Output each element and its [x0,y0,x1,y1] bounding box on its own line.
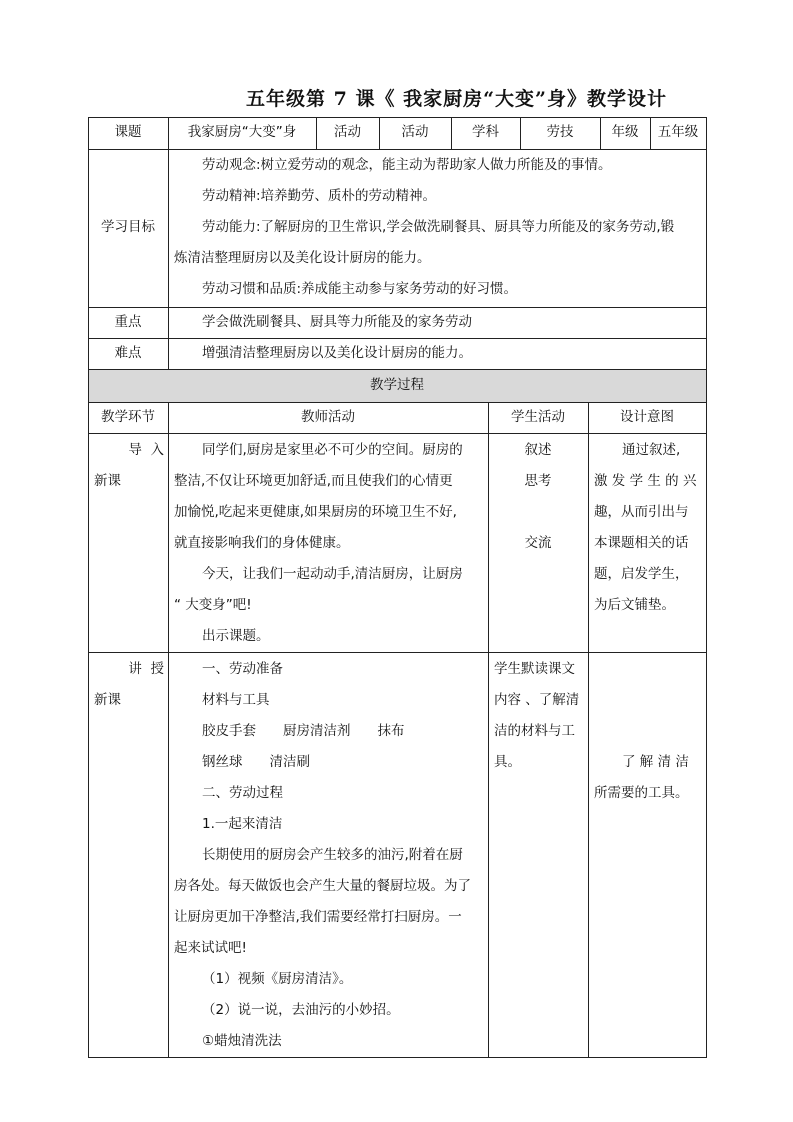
intro-teacher-activity [174,435,486,652]
key-point-text: 学会做洗刷餐具、厨具等力所能及的家务劳动 [202,314,472,330]
objectives-content [174,150,704,305]
stage-line: 导 入 [128,442,164,458]
table-rule [88,433,707,434]
column-header-stage: 教学环节 [101,409,155,425]
teacher-line: 钢丝球 清洁刷 [202,754,310,770]
intent-line: 通过叙述, [622,442,681,458]
table-rule [88,1057,707,1058]
difficulty-label: 难点 [114,345,142,361]
teacher-line: 二、劳动过程 [202,785,283,801]
lecture-stage [94,654,164,716]
column-header-teacher: 教师活动 [301,409,355,425]
teacher-line: 一、劳动准备 [202,661,283,677]
teacher-line: 同学们,厨房是家里必不可少的空间。厨房的 [202,442,463,458]
label-activity: 活动 [334,124,361,140]
teacher-line: 今天，让我们一起动动手,清洁厨房，让厨房 [202,566,463,582]
student-line [488,497,588,528]
student-line: 思考 [524,473,552,489]
student-line: 内容 、了解清 [494,692,580,708]
table-rule [706,117,707,1058]
page-title: 五年级第 7 课《 我家厨房“大变”身》教学设计 [246,88,667,110]
teacher-line: 起来试试吧! [174,940,247,956]
process-heading: 教学过程 [370,377,424,393]
objectives-label: 学习目标 [101,219,155,235]
intent-line: 了 解 清 洁 [622,754,689,770]
teacher-line: （2）说一说，去油污的小妙招。 [202,1002,400,1018]
topic-value: 我家厨房“大变”身 [187,124,297,140]
teacher-line: 房各处。每天做饭也会产生大量的餐厨垃圾。为了 [174,878,471,894]
stage-line: 新课 [94,473,121,489]
table-rule [168,117,169,370]
grade-value: 五年级 [657,124,699,140]
stage-line: 讲 授 [128,661,164,677]
lecture-student-activity [494,654,586,778]
teacher-line: 让厨房更加干净整洁,我们需要经常打扫厨房。一 [174,909,462,925]
objective-line: 劳动观念:树立爱劳动的观念，能主动为帮助家人做力所能及的事情。 [202,157,612,173]
teacher-line: 胶皮手套 厨房清洁剂 抹布 [202,723,405,739]
intro-student-activity [488,435,588,559]
objective-line: 劳动习惯和品质:养成能主动参与家务劳动的好习惯。 [202,281,518,297]
column-header-student: 学生活动 [511,409,565,425]
teacher-line: ①蜡烛清洗法 [202,1033,282,1049]
intent-line: 趣，从而引出与 [594,504,689,520]
key-point-label: 重点 [114,314,142,330]
teacher-line: （1）视频《厨房清洁》。 [202,971,353,987]
student-line: 具。 [494,754,521,770]
teacher-line: 加愉悦,吃起来更健康,如果厨房的环境卫生不好, [174,504,457,520]
table-rule [588,402,589,1058]
intent-line: 本课题相关的话 [594,535,689,551]
intent-line: 激 发 学 生 的 兴 [594,473,697,489]
teacher-line: 材料与工具 [202,692,270,708]
label-topic: 课题 [114,124,142,140]
teacher-line: “ 大变身”吧! [174,597,252,613]
table-rule [168,402,169,1058]
label-subject: 学科 [472,124,499,140]
intent-line: 为后文铺垫。 [594,597,675,613]
column-header-intent: 设计意图 [620,409,674,425]
intent-line: 题，启发学生， [594,566,689,582]
lecture-teacher-activity [174,654,486,1057]
teacher-line: 长期使用的厨房会产生较多的油污,附着在厨 [202,847,463,863]
student-line: 叙述 [524,442,552,458]
teacher-line: 就直接影响我们的身体健康。 [174,535,350,551]
stage-line: 新课 [94,692,121,708]
teacher-line: 整洁,不仅让环境更加舒适,而且使我们的心情更 [174,473,453,489]
student-line: 交流 [524,535,552,551]
intent-line: 所需要的工具。 [594,785,689,801]
student-line: 学生默读课文 [494,661,575,677]
objective-line: 劳动精神:培养勤劳、质朴的劳动精神。 [202,188,437,204]
intro-design-intent [594,435,704,621]
teacher-line: 1.一起来清洁 [202,816,283,832]
student-line: 洁的材料与工 [494,723,575,739]
teacher-line: 出示课题。 [202,628,270,644]
difficulty-text: 增强清洁整理厨房以及美化设计厨房的能力。 [202,345,472,361]
intro-stage [94,435,164,497]
table-rule [88,117,89,1058]
subject-value: 劳技 [546,124,574,140]
table-rule [88,652,707,653]
objective-line: 炼清洁整理厨房以及美化设计厨房的能力。 [174,250,431,266]
objective-line: 劳动能力:了解厨房的卫生常识,学会做洗刷餐具、厨具等力所能及的家务劳动,锻 [202,219,675,235]
label-grade: 年级 [611,124,639,140]
activity-value: 活动 [401,124,429,140]
lecture-design-intent [594,747,704,809]
